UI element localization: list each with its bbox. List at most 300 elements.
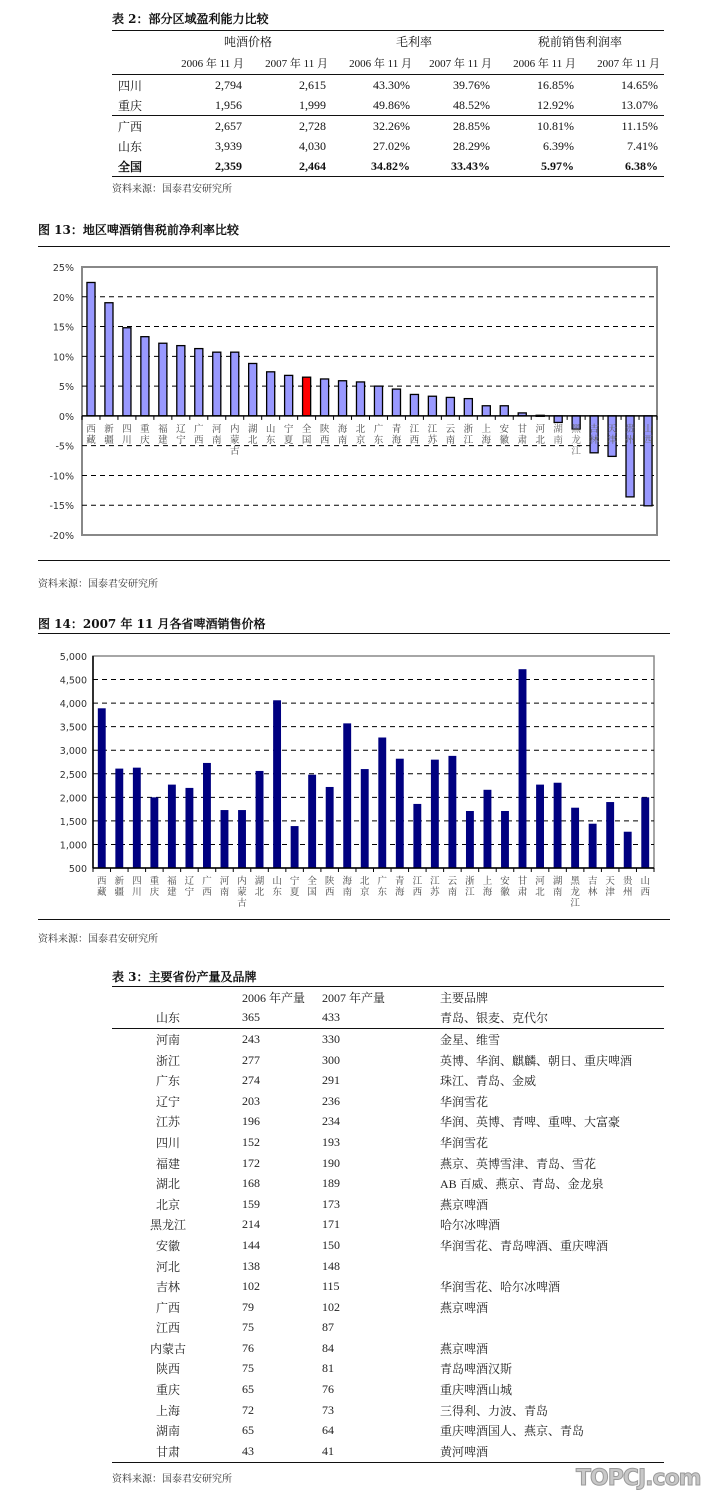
category-label: 云南: [445, 423, 456, 446]
bar: [326, 787, 334, 868]
category-label: 广西: [202, 876, 212, 898]
bar: [606, 802, 614, 868]
bar: [536, 785, 544, 868]
value-cell: 13.07%: [621, 97, 658, 112]
header-cell: [112, 987, 224, 1008]
category-label: 浙江: [463, 423, 474, 446]
category-label: 海南: [337, 423, 348, 446]
category-label: 辽宁: [184, 876, 195, 898]
region-cell: 山东: [118, 139, 143, 154]
province-cell: 重庆: [155, 1383, 180, 1398]
category-label: 江西: [412, 876, 423, 898]
divider: [38, 246, 670, 247]
bar: [185, 788, 193, 868]
category-label: 辽宁: [176, 423, 186, 446]
province-cell: 江西: [155, 1321, 180, 1336]
bar: [448, 756, 456, 868]
output-2007-cell: 300: [322, 1052, 340, 1067]
output-2007-cell: 236: [322, 1093, 340, 1108]
value-cell: 16.85%: [537, 77, 574, 92]
category-label: 山西: [640, 876, 650, 898]
brands-cell: 华润雪花: [440, 1094, 489, 1109]
figure13-title: 图 13：地区啤酒销售税前净利率比较: [38, 223, 239, 237]
category-label: 浙江: [465, 876, 475, 898]
value-cell: 4,030: [299, 138, 326, 153]
table-row: [112, 95, 664, 116]
table-row: [112, 1400, 664, 1421]
y-tick-label: 15%: [52, 322, 74, 334]
table-row: [112, 1318, 664, 1339]
brands-cell: 金星、维雪: [440, 1032, 501, 1047]
province-cell: 广东: [155, 1074, 180, 1089]
value-cell: 6.39%: [543, 138, 574, 153]
table-row: [112, 1008, 664, 1029]
table2: [112, 30, 664, 177]
category-label: 云南: [447, 876, 458, 898]
province-cell: 内蒙古: [149, 1341, 186, 1356]
category-label: 陕西: [324, 876, 335, 898]
value-cell: 2,657: [164, 116, 248, 137]
bar: [231, 352, 239, 416]
output-2006-cell: 277: [242, 1052, 260, 1067]
bar: [378, 738, 386, 868]
table-row: [112, 1029, 664, 1050]
header-cell: 2006 年产量: [224, 987, 322, 1008]
y-tick-label: 1,500: [59, 816, 87, 828]
bar: [624, 832, 632, 868]
bar: [343, 723, 351, 868]
category-label: 江西: [409, 423, 420, 446]
brands-cell: 重庆啤酒山城: [440, 1383, 513, 1398]
province-cell: 四川: [155, 1135, 180, 1150]
bar: [203, 763, 211, 868]
y-tick-label: 25%: [52, 263, 74, 274]
province-cell: 上海: [155, 1403, 180, 1418]
output-2006-cell: 75: [242, 1361, 254, 1376]
table-row: [112, 1215, 664, 1236]
category-label: 陕西: [319, 423, 330, 446]
region-cell: 四川: [118, 78, 143, 93]
sub-header: 2007 年 11 月: [416, 52, 496, 75]
output-2007-cell: 433: [322, 1008, 440, 1029]
brands-cell: 燕京啤酒: [440, 1341, 489, 1356]
brands-cell: 燕京啤酒: [440, 1197, 489, 1212]
category-label: 四川: [122, 423, 132, 446]
bar: [431, 760, 439, 868]
y-tick-label: 2,500: [59, 769, 87, 781]
category-label: 青海: [395, 876, 405, 898]
table-row: [112, 1112, 664, 1133]
table2-sub-header: [112, 52, 664, 75]
region-cell: 重庆: [118, 98, 143, 113]
bar: [501, 811, 509, 868]
y-tick-label: -15%: [49, 501, 74, 513]
brands-cell: 华润雪花: [440, 1135, 489, 1150]
bar: [374, 386, 382, 416]
brands-cell: 珠江、青岛、金威: [440, 1074, 537, 1089]
table-row: [112, 1091, 664, 1112]
bar: [396, 759, 404, 868]
output-2006-cell: 65: [242, 1382, 254, 1397]
category-label: 湖南: [552, 876, 563, 898]
group-header: 吨酒价格: [223, 35, 272, 49]
province-cell: 安徽: [155, 1238, 180, 1253]
figure14-source: 资料来源：国泰君安研究所: [38, 934, 158, 945]
watermark-logo: TOPCJ.com: [576, 1466, 701, 1491]
brands-cell: 青岛、银麦、克代尔: [440, 1008, 664, 1029]
category-label: 吉林: [587, 876, 598, 898]
bar: [133, 768, 141, 868]
output-2007-cell: 115: [322, 1279, 340, 1294]
bar: [446, 397, 454, 415]
category-label: 湖北: [247, 423, 258, 446]
province-cell: 浙江: [155, 1053, 180, 1068]
output-2006-cell: 65: [242, 1423, 254, 1438]
category-label: 青海: [391, 423, 402, 446]
category-label: 吉林: [589, 423, 599, 446]
bar: [87, 282, 95, 415]
bar: [554, 783, 562, 868]
output-2007-cell: 41: [322, 1441, 440, 1462]
table-row: [112, 1379, 664, 1400]
category-label: 上海: [481, 423, 492, 446]
figure13-chart: [30, 252, 670, 552]
table-row: [112, 1359, 664, 1380]
value-cell: 10.81%: [496, 116, 580, 137]
bar: [392, 389, 400, 416]
y-tick-label: 5,000: [59, 652, 87, 663]
category-label: 贵州: [622, 876, 633, 898]
value-cell: 33.43%: [416, 156, 496, 177]
value-cell: 6.38%: [580, 156, 664, 177]
bar: [150, 797, 158, 868]
figure14-chart: [30, 645, 670, 909]
output-2006-cell: 75: [242, 1320, 254, 1335]
province-cell: 湖北: [155, 1177, 180, 1192]
province-cell: 北京: [155, 1197, 180, 1212]
output-2007-cell: 190: [322, 1155, 340, 1170]
plot-area: [93, 656, 654, 868]
output-2006-cell: 172: [242, 1155, 260, 1170]
category-label: 重庆: [140, 423, 150, 446]
value-cell: 39.76%: [453, 77, 490, 92]
y-tick-label: 4,000: [59, 699, 87, 711]
bar: [589, 824, 597, 868]
category-label: 新疆: [114, 876, 125, 898]
y-tick-label: 500: [68, 864, 87, 875]
value-cell: 2,359: [164, 156, 248, 177]
value-cell: 28.85%: [416, 116, 496, 137]
bar: [308, 775, 316, 868]
category-label: 贵州: [625, 423, 635, 446]
bar: [321, 379, 329, 416]
region-cell: 广西: [112, 116, 164, 137]
output-2006-cell: 159: [242, 1196, 260, 1211]
brands-cell: 燕京、英博雪津、青岛、雪花: [440, 1156, 597, 1171]
table-row: [112, 1050, 664, 1071]
province-cell: 吉林: [155, 1280, 180, 1295]
y-tick-label: 0%: [58, 411, 74, 423]
bar: [159, 343, 167, 416]
output-2006-cell: 203: [242, 1093, 260, 1108]
divider: [38, 919, 670, 920]
bar: [428, 396, 436, 416]
category-label: 河南: [219, 876, 230, 898]
bar: [519, 669, 527, 868]
value-cell: 12.92%: [537, 97, 574, 112]
category-label: 全国: [301, 423, 312, 446]
value-cell: 2,615: [299, 77, 326, 92]
province-cell: 辽宁: [155, 1094, 180, 1109]
bar: [195, 349, 203, 416]
table3: [112, 986, 664, 1463]
header-cell: 主要品牌: [440, 987, 664, 1008]
group-header: 税前销售利润率: [537, 35, 622, 49]
value-cell: 2,728: [248, 116, 332, 137]
bar: [115, 769, 123, 868]
output-2007-cell: 193: [322, 1134, 340, 1149]
value-cell: 32.26%: [332, 116, 416, 137]
value-cell: 3,939: [215, 138, 242, 153]
sub-header: 2006 年 11 月: [332, 52, 416, 75]
sub-header: 2007 年 11 月: [580, 52, 664, 75]
category-label: 江苏: [430, 876, 440, 898]
province-cell: 河南: [155, 1032, 180, 1047]
output-2007-cell: 102: [322, 1299, 340, 1314]
y-tick-label: -5%: [55, 441, 74, 453]
table-row: [112, 75, 664, 96]
province-cell: 甘肃: [112, 1441, 224, 1462]
region-cell: 全国: [112, 156, 164, 177]
category-label: 山东: [272, 876, 282, 898]
bar: [413, 804, 421, 868]
sub-header: 2006 年 11 月: [164, 52, 248, 75]
bar: [361, 769, 369, 868]
bar: [356, 382, 364, 416]
value-cell: 43.30%: [373, 77, 410, 92]
table-row: [112, 1070, 664, 1091]
category-label: 山西: [643, 423, 653, 446]
category-label: 西藏: [97, 876, 107, 898]
table3-title: 表 3：主要省份产量及品牌: [112, 970, 257, 984]
bar: [168, 785, 176, 868]
output-2007-cell: 64: [322, 1423, 334, 1438]
category-label: 黑龙江: [570, 876, 580, 909]
output-2007-cell: 150: [322, 1237, 340, 1252]
category-label: 宁夏: [289, 876, 300, 898]
category-labels: [97, 875, 650, 909]
value-cell: 27.02%: [373, 138, 410, 153]
output-2006-cell: 102: [242, 1279, 260, 1294]
bar: [464, 399, 472, 416]
bar: [213, 352, 221, 416]
bar: [410, 394, 418, 415]
divider: [38, 560, 670, 561]
group-header: 毛利率: [395, 35, 432, 49]
province-cell: 广西: [155, 1300, 180, 1315]
table-row: [112, 1194, 664, 1215]
table-row: [112, 136, 664, 156]
bar: [256, 771, 264, 868]
table-row: [112, 1132, 664, 1153]
category-label: 福建: [158, 423, 168, 446]
category-label: 新疆: [104, 423, 114, 446]
category-label: 湖南: [553, 423, 563, 446]
category-label: 甘肃: [517, 876, 528, 898]
category-label: 上海: [482, 876, 493, 898]
brands-cell: 华润雪花、哈尔冰啤酒: [440, 1280, 561, 1295]
table-row: [112, 1173, 664, 1194]
table-row: [112, 1441, 664, 1462]
category-label: 河北: [535, 423, 545, 446]
brands-cell: AB 百威、燕京、青岛、金龙泉: [440, 1177, 604, 1192]
output-2006-cell: 243: [242, 1031, 260, 1046]
province-cell: 福建: [155, 1156, 180, 1171]
brands-cell: 燕京啤酒: [440, 1300, 489, 1315]
brands-cell: 三得利、力波、青岛: [440, 1403, 549, 1418]
category-label: 重庆: [149, 876, 160, 898]
category-label: 河南: [212, 423, 222, 446]
category-label: 广东: [377, 876, 388, 898]
output-2007-cell: 87: [322, 1320, 334, 1335]
bar: [238, 810, 246, 868]
bar: [221, 810, 229, 868]
header-cell: 2007 年产量: [322, 987, 440, 1008]
value-cell: 14.65%: [621, 77, 658, 92]
output-2007-cell: 189: [322, 1176, 340, 1191]
bar: [105, 303, 113, 416]
value-cell: 1,956: [215, 97, 242, 112]
output-2006-cell: 168: [242, 1176, 260, 1191]
category-label: 广东: [373, 423, 384, 446]
output-2007-cell: 148: [322, 1258, 340, 1273]
sub-header: 2007 年 11 月: [248, 52, 332, 75]
category-label: 天津: [605, 876, 615, 898]
y-tick-label: 3,500: [59, 722, 87, 734]
category-label: 甘肃: [517, 423, 527, 446]
value-cell: 5.97%: [496, 156, 580, 177]
brands-cell: 黄河啤酒: [440, 1441, 664, 1462]
brands-cell: 重庆啤酒国人、燕京、青岛: [440, 1424, 585, 1439]
bar: [641, 797, 649, 868]
category-label: 福建: [167, 876, 177, 898]
category-label: 天津: [607, 423, 617, 446]
bar: [285, 375, 293, 415]
y-tick-label: 3,000: [59, 746, 87, 758]
figure14-title: 图 14：2007 年 11 月各省啤酒销售价格: [38, 617, 266, 631]
province-cell: 陕西: [155, 1362, 180, 1377]
category-label: 河北: [535, 876, 545, 898]
category-label: 宁夏: [283, 423, 294, 446]
output-2006-cell: 152: [242, 1134, 260, 1149]
table-row: [112, 1256, 664, 1277]
brands-cell: 英博、华润、麒麟、朝日、重庆啤酒: [440, 1053, 633, 1068]
table3-source: 资料来源：国泰君安研究所: [112, 1474, 232, 1485]
table-row-total: [112, 156, 664, 177]
output-2007-cell: 84: [322, 1340, 334, 1355]
y-tick-label: 4,500: [59, 675, 87, 687]
table-row: [112, 1276, 664, 1297]
bar: [98, 708, 106, 868]
brands-cell: [440, 1256, 664, 1277]
province-cell: 山东: [112, 1008, 224, 1029]
bar: [466, 811, 474, 868]
category-label: 山东: [265, 423, 276, 446]
output-2007-cell: 171: [322, 1217, 340, 1232]
province-cell: 湖南: [155, 1424, 180, 1439]
bar: [141, 337, 149, 416]
bar: [482, 406, 490, 416]
output-2007-cell: 234: [322, 1114, 340, 1129]
plot-area: [82, 267, 657, 535]
province-cell: 黑龙江: [149, 1218, 186, 1233]
province-cell: 江苏: [155, 1115, 180, 1130]
category-label: 北京: [359, 876, 370, 898]
output-2006-cell: 274: [242, 1073, 260, 1088]
province-cell: 河北: [155, 1259, 180, 1274]
output-2006-cell: 138: [242, 1258, 260, 1273]
table-row: [112, 116, 664, 137]
output-2006-cell: 214: [242, 1217, 260, 1232]
output-2007-cell: 76: [322, 1382, 334, 1397]
brands-cell: 青岛啤酒汉斯: [440, 1362, 513, 1377]
divider: [38, 633, 670, 634]
bar: [484, 790, 492, 868]
value-cell: 11.15%: [580, 116, 664, 137]
table-row: [112, 1420, 664, 1441]
table3-header: [112, 987, 664, 1008]
value-cell: 1,999: [299, 97, 326, 112]
output-2006-cell: 76: [242, 1340, 254, 1355]
output-2007-cell: 81: [322, 1361, 334, 1376]
table-row: [112, 1297, 664, 1318]
value-cell: 7.41%: [627, 138, 658, 153]
y-tick-label: 1,000: [59, 840, 87, 852]
y-tick-label: 20%: [52, 292, 74, 304]
bar: [554, 416, 562, 423]
y-tick-label: -10%: [49, 471, 74, 483]
brands-cell: 华润雪花、青岛啤酒、重庆啤酒: [440, 1238, 609, 1253]
bar: [249, 363, 257, 415]
bar: [339, 381, 347, 416]
bar: [123, 328, 131, 416]
brands-cell: 华润、英博、青啤、重啤、大富豪: [440, 1115, 621, 1130]
category-label: 内蒙古: [229, 423, 240, 457]
sub-header: 2006 年 11 月: [496, 52, 580, 75]
bar: [303, 377, 311, 416]
y-tick-label: -20%: [49, 531, 74, 542]
category-label: 四川: [132, 876, 142, 898]
output-2006-cell: 144: [242, 1237, 260, 1252]
table-row: [112, 1338, 664, 1359]
category-label: 安徽: [499, 423, 510, 446]
bar: [291, 826, 299, 868]
y-tick-label: 5%: [58, 382, 74, 394]
bar: [273, 700, 281, 868]
category-label: 广西: [194, 423, 204, 446]
table-row: [112, 1235, 664, 1256]
bar: [267, 372, 275, 416]
bar: [177, 346, 185, 416]
output-2006-cell: 72: [242, 1402, 254, 1417]
output-2007-cell: 173: [322, 1196, 340, 1211]
category-label: 西藏: [86, 423, 96, 446]
table-row: [112, 1153, 664, 1174]
category-label: 黑龙江: [571, 423, 581, 457]
output-2007-cell: 291: [322, 1073, 340, 1088]
value-cell: 34.82%: [332, 156, 416, 177]
y-tick-label: 10%: [52, 352, 74, 364]
